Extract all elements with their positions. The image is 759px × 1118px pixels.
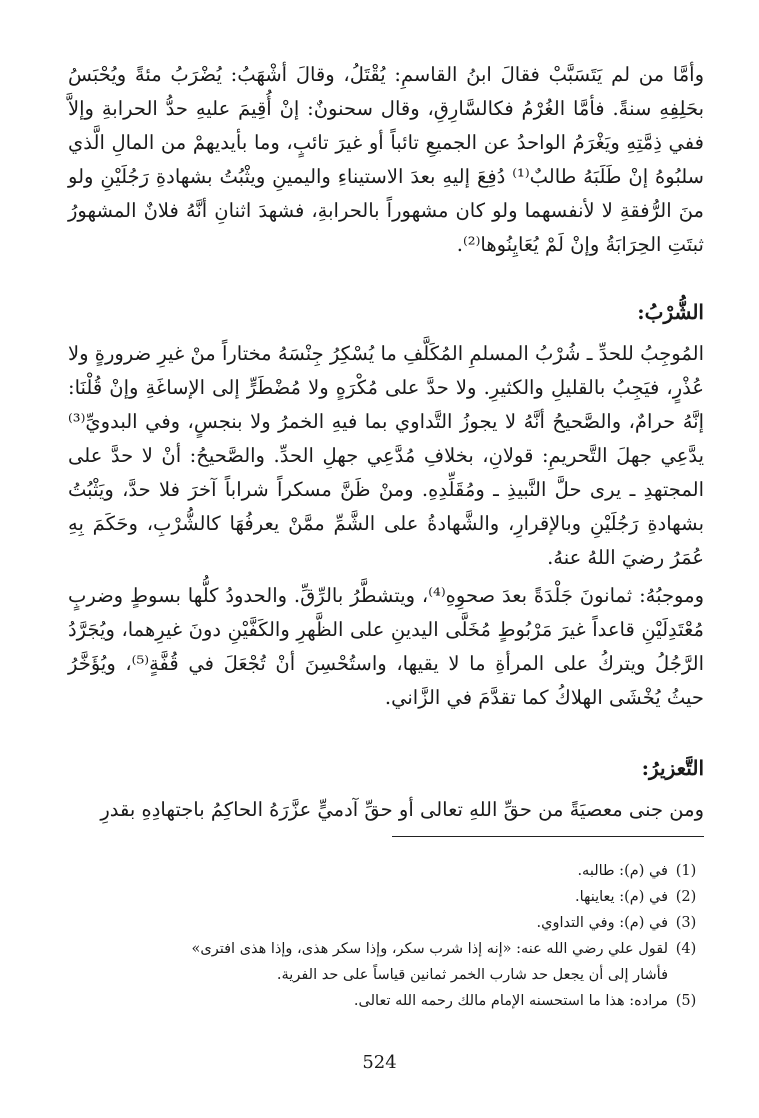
footnote-text: في (م): يعاينها. [575, 889, 668, 905]
footnote-item [68, 936, 704, 962]
footnotes [68, 858, 704, 1014]
footnote-text: في (م): وفي التداوي. [536, 915, 668, 931]
footnote-number: (3) [675, 915, 697, 931]
main-text [68, 58, 704, 827]
heading-tazir: التَّعزيرُ: [641, 756, 704, 780]
footnote-number: (5) [675, 993, 697, 1009]
footnote-item [68, 910, 704, 936]
paragraph-mujib: وموجبُهُ: ثمانونَ جَلْدَةً بعدَ صحوِهِ⁽⁴⁾، ويتشطَّرُ بالرِّقِّ. والحدودُ كلُّها بسوطٍ وضربٍ مُعْتَدِلَيْنِ قاعداً غيرَ مَرْبُوطٍ مُخَلَّى اليدينِ على الظَّهرِ والكَفَّيْنِ دونَ غيرِهما، ويُجَرَّدُ الرَّجُلُ ويتركُ على المرأةِ ما لا يقيها، واستُحْسِنَ أنْ تُجْعَلَ في قُفَّةٍ⁽⁵⁾، ويُؤَخَّرُ حيثُ يُخْشَى الهلاكُ كما تقدَّمَ في الزَّاني. [68, 584, 705, 709]
heading-shurb: الشُّرْبُ: [637, 300, 704, 324]
paragraph-shurb: المُوجِبُ للحدِّ ـ شُرْبُ المسلمِ المُكَلَّفِ ما يُسْكِرُ جِنْسَهُ مختاراً منْ غيرِ ضرورةٍ ولا عُذْرٍ، فيَجِبُ بالقليلِ والكثيرِ. ولا حدَّ على مُكْرَهٍ ولا مُضْطَرٍّ إلى الإساغَةِ وإنْ قُلْنَا: إنَّهُ حرامٌ، والصَّحيحُ أنَّهُ لا يجوزُ التَّداوي بما فيهِ الخمرُ ولا بنجسٍ، وفي البدويِّ⁽³⁾ يدَّعِي جهلَ التَّحريمِ: قولانِ، بخلافِ مُدَّعِي جهلِ الحدِّ. والصَّحيحُ: أنْ لا حدَّ على المجتهدِ ـ يرى حلَّ النَّبيذِ ـ ومُقَلِّدِهِ. ومنْ ظَنَّ مسكراً شراباً آخرَ فلا حدَّ، ويَثْبُتُ بشهادةِ رَجُلَيْنِ وبالإقرارِ، والشَّهادةُ على الشَّمِّ ممَّنْ يعرفُهَا كالشُّرْبِ، وحَكَمَ بِهِ عُمَرُ رضيَ اللهُ عنهُ. [68, 342, 704, 569]
paragraph-tazir: ومن جنى معصيَةً من حقِّ اللهِ تعالى أو حقِّ آدميٍّ عزَّرَهُ الحاكِمُ باجتهادِهِ بقدرِ [100, 798, 704, 821]
footnote-item [68, 858, 704, 884]
paragraph-muharib: وأمَّا من لم يَتَسَبَّبْ فقالَ ابنُ القاسمِ: يُقْتَلُ، وقالَ أشْهَبُ: يُضْرَبُ مئةً ويُحْبَسُ بحَلِفِهِ سنةً. فأمَّا الغُرْمُ فكالسَّارِقِ، وقال سحنونٌ: إنْ أُقِيمَ عليهِ حدُّ الحرابةِ وإلاَّ ففي ذِمَّتِهِ ويَغْرَمُ الواحدُ عن الجميعِ تائباً أو غيرَ تائبٍ، وما بأيديهمْ من المالِ الَّذي سلبُوهُ إنْ طَلَبَهُ طالبٌ⁽¹⁾ دُفِعَ إليهِ بعدَ الاستيناءِ واليمينِ ويثْبُتُ بشهادةِ رَجُلَيْنِ ولو منَ الرُّفقةِ لا لأنفسهما ولو كان مشهوراً بالحرابةِ، فشهدَ اثنانِ أنَّهُ فلانٌ المشهورُ ثبتَتِ الحِرَابَةُ وإنْ لَمْ يُعَايِنُوها⁽²⁾. [68, 63, 704, 256]
footnote-text: لقول علي رضي الله عنه: «إنه إذا شرب سكر، وإذا سكر هذى، وإذا هذى افترى» [191, 941, 668, 957]
footnote-number: (1) [675, 863, 697, 879]
footnote-continuation: فأشار إلى أن يجعل حد شارب الخمر ثمانين قياساً على حد الفرية. [276, 967, 668, 983]
footnote-divider [392, 836, 704, 837]
footnote-item [68, 988, 704, 1014]
footnote-item [68, 884, 704, 910]
footnote-number: (2) [675, 889, 697, 905]
footnote-text: في (م): طالبه. [577, 863, 668, 879]
footnote-number: (4) [675, 941, 697, 957]
page-number: 524 [362, 1052, 397, 1073]
footnote-text: مراده: هذا ما استحسنه الإمام مالك رحمه الله تعالى. [353, 993, 668, 1009]
